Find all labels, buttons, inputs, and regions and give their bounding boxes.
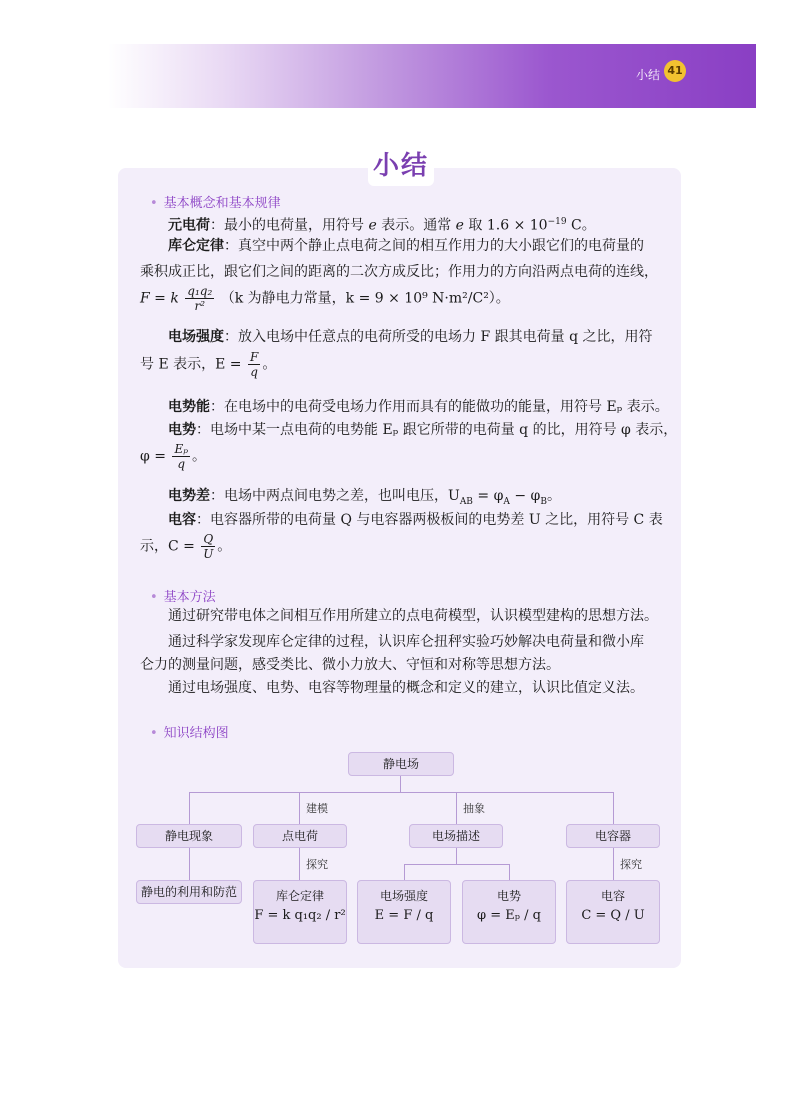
field-fraction <box>248 350 260 379</box>
connector-field-bar <box>404 864 509 865</box>
edge-label-explore-1: 探究 <box>306 858 328 871</box>
potential-term: 电势 <box>168 422 196 438</box>
capacitance-line-1 <box>168 510 663 530</box>
potential-line-2 <box>140 442 206 471</box>
capacitance-end: 。 <box>217 538 232 555</box>
edge-label-abstract: 抽象 <box>463 802 485 815</box>
bullet-dot-icon: • <box>150 196 158 211</box>
potential-text1: ：电场中某一点电荷的电势能 Eₚ 跟它所带的电荷量 q 的比，用符号 φ 表示， <box>196 422 678 438</box>
node-potential <box>462 880 556 944</box>
field-end: 。 <box>262 356 277 373</box>
bullet-dot-icon: • <box>150 726 158 741</box>
title-box <box>368 146 434 186</box>
coulomb-line-2 <box>140 262 658 282</box>
methods-paragraph-2b: 仑力的测量问题，感受类比、微小力放大、守恒和对称等思想方法。 <box>140 657 560 673</box>
coulomb-formula-note: （k 为静电力常量，k = 9 × 10⁹ N·m²/C²）。 <box>220 290 510 307</box>
coulomb-law-formula: F = k q₁q₂ / r² <box>254 908 346 923</box>
section-heading-structure <box>150 722 229 741</box>
capacitance-fraction-den: U <box>203 547 214 561</box>
potential-fraction <box>172 442 190 471</box>
potential-fraction-num: Eₚ <box>174 442 188 456</box>
potential-end: 。 <box>192 448 206 465</box>
capacitance-text1: ：电容器所带的电荷量 Q 与电容器两极板间的电势差 U 之比，用符号 C 表 <box>196 512 663 528</box>
field-strength-label: 电场强度 <box>379 889 428 903</box>
field-term: 电场强度 <box>168 329 224 345</box>
field-fraction-num: F <box>249 350 259 364</box>
connector-field-split <box>456 848 457 864</box>
capacitance-label: 电容 <box>600 889 625 903</box>
coulomb-line-1 <box>168 236 644 256</box>
capacitance-term: 电容 <box>168 512 196 528</box>
capacitance-formula: C = Q / U <box>581 908 645 923</box>
field-line-2 <box>140 350 276 379</box>
node-coulomb-law <box>253 880 347 944</box>
potential-energy-text: ：在电场中的电荷受电场力作用而具有的能做功的能量，用符号 Eₚ 表示。 <box>210 399 669 415</box>
page-title: 小结 <box>372 151 429 181</box>
charge-term: 元电荷 <box>168 217 210 234</box>
coulomb-formula-lhs: F = k <box>140 290 179 307</box>
edge-label-explore-2: 探究 <box>620 858 642 871</box>
connector-root-down <box>400 776 401 792</box>
voltage-term: 电势差 <box>168 488 210 504</box>
bullet-dot-icon: • <box>150 590 158 605</box>
connector-field-desc <box>456 792 457 824</box>
charge-text3: 取 1.6 × 10 <box>463 217 548 234</box>
charge-text4: C。 <box>566 217 596 234</box>
voltage-text: ：电场中两点间电势之差，也叫电压，U <box>210 488 460 504</box>
connector-use-protect <box>189 848 190 880</box>
section-heading-concepts <box>150 192 281 211</box>
capacitance-text2: 示，C = <box>140 538 195 555</box>
charge-text1: ：最小的电荷量，用符号 <box>210 217 369 234</box>
coulomb-law-label: 库仑定律 <box>275 889 324 903</box>
voltage-text3: − φ <box>509 488 541 504</box>
voltage-sub-ab: AB <box>459 496 473 507</box>
voltage-end: 。 <box>546 488 561 504</box>
coulomb-formula-line <box>140 284 510 313</box>
concepts-heading-text: 基本概念和基本规律 <box>163 196 281 211</box>
field-fraction-den: q <box>250 365 258 379</box>
connector-phenomenon <box>189 792 190 824</box>
charge-symbol: e <box>368 217 377 234</box>
node-use-protect: 静电的利用和防范 <box>136 880 242 904</box>
coulomb-text2: 乘积成正比，跟它们之间的距离的二次方成反比；作用力的方向沿两点电荷的连线， <box>140 264 658 280</box>
node-point-charge: 点电荷 <box>253 824 347 848</box>
voltage-sub-a: A <box>503 496 510 507</box>
potential-line-1 <box>168 420 677 440</box>
voltage-line <box>168 486 561 512</box>
methods-paragraph-1: 通过研究带电体之间相互作用所建立的点电荷模型，认识模型建构的思想方法。 <box>168 608 658 624</box>
capacitance-fraction-num: Q <box>203 532 214 546</box>
field-strength-formula: E = F / q <box>374 908 434 923</box>
coulomb-fraction-den: r² <box>194 299 206 313</box>
potential-energy-term: 电势能 <box>168 399 210 415</box>
node-field-desc: 电场描述 <box>409 824 503 848</box>
connector-potential <box>509 864 510 880</box>
charge-text2: 表示。通常 <box>376 217 456 234</box>
connector-field-strength <box>404 864 405 880</box>
charge-symbol2: e <box>455 217 464 234</box>
section-heading-methods <box>150 586 216 605</box>
connector-coulomb <box>299 848 300 880</box>
methods-paragraph-2a: 通过科学家发现库仑定律的过程，认识库仑扭秤实验巧妙解决电荷量和微小库 <box>168 634 644 650</box>
capacitance-fraction <box>201 532 215 561</box>
connector-point-charge <box>299 792 300 824</box>
methods-paragraph-3: 通过电场强度、电势、电容等物理量的概念和定义的建立，认识比值定义法。 <box>168 680 644 696</box>
connector-capacitance <box>613 848 614 880</box>
node-capacitance <box>566 880 660 944</box>
methods-heading-text: 基本方法 <box>163 590 216 605</box>
coulomb-fraction-num: q₁q₂ <box>187 284 213 298</box>
structure-heading-text: 知识结构图 <box>163 726 229 741</box>
coulomb-text1: ：真空中两个静止点电荷之间的相互作用力的大小跟它们的电荷量的 <box>224 238 644 254</box>
connector-top-bar <box>189 792 613 793</box>
header-band <box>108 44 756 108</box>
node-capacitor: 电容器 <box>566 824 660 848</box>
field-text2: 号 E 表示，E = <box>140 356 242 373</box>
coulomb-fraction <box>185 284 214 313</box>
page-number-badge: 41 <box>664 60 686 82</box>
voltage-text2: = φ <box>472 488 504 504</box>
field-line-1 <box>168 327 652 347</box>
field-text1: ：放入电场中任意点的电荷所受的电场力 F 跟其电荷量 q 之比，用符 <box>224 329 653 345</box>
charge-exponent: −19 <box>547 217 567 227</box>
coulomb-term: 库仑定律 <box>168 238 224 254</box>
capacitance-line-2 <box>140 532 231 561</box>
connector-capacitor <box>613 792 614 824</box>
potential-text2: φ = <box>140 448 166 465</box>
potential-label: 电势 <box>496 889 521 903</box>
header-section-label: 小结 <box>635 68 660 82</box>
node-root: 静电场 <box>348 752 454 776</box>
potential-fraction-den: q <box>177 457 186 471</box>
charge-line <box>168 212 596 236</box>
voltage-sub-b: B <box>540 496 547 507</box>
potential-formula: φ = Eₚ / q <box>477 908 541 923</box>
edge-label-model: 建模 <box>306 802 328 815</box>
node-phenomenon: 静电现象 <box>136 824 242 848</box>
node-field-strength <box>357 880 451 944</box>
potential-energy-line <box>168 397 669 417</box>
